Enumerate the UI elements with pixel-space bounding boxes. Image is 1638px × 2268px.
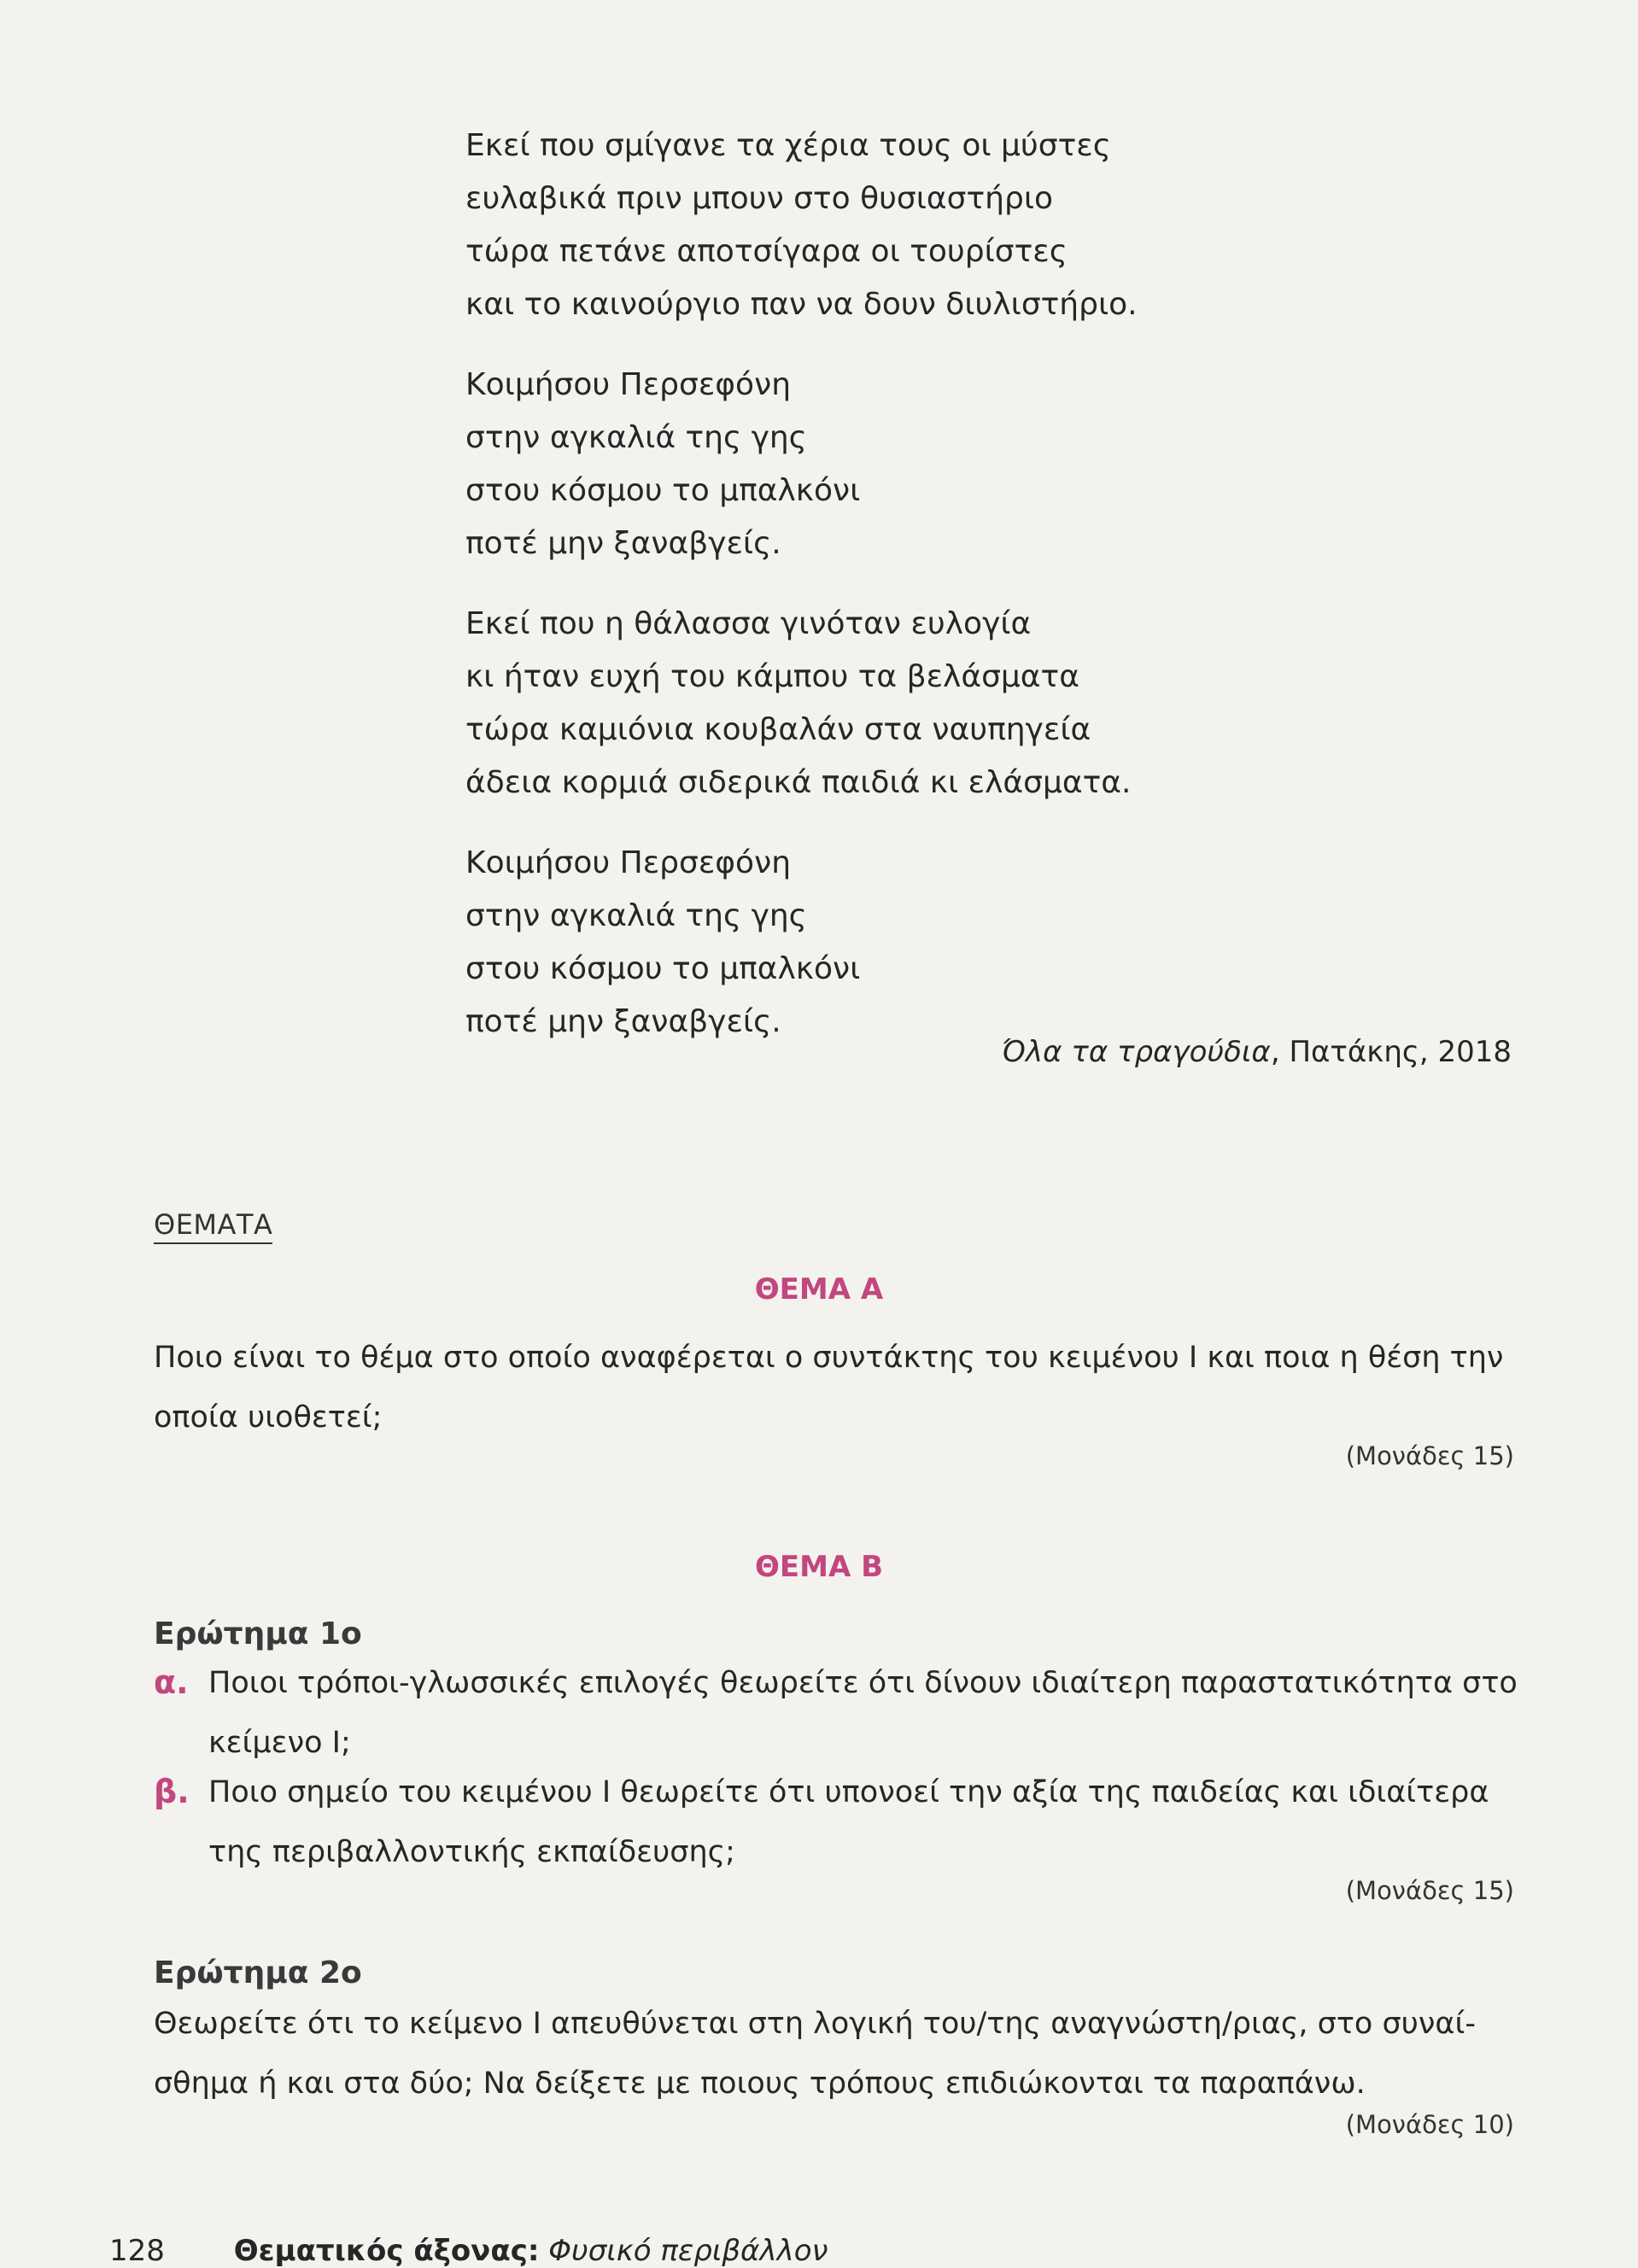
footer-topic: Φυσικό περιβάλλον (548, 2234, 828, 2268)
item-letter: α. (154, 1663, 189, 1701)
poem-line: τώρα καμιόνια κουβαλάν στα ναυπηγεία (465, 712, 1091, 747)
question-1b-text: Ποιο σημείο του κειμένου Ι θεωρείτε ότι υπονοεί την αξία της παιδείας και ιδιαίτερα της περιβαλλοντικής εκπαίδευσης; (208, 1775, 1489, 1869)
poem-line: Κοιμήσου Περσεφόνη (465, 367, 792, 402)
poem (465, 120, 1576, 1076)
question-1a-text: Ποιοι τρόποι-γλωσσικές επιλογές θεωρείτε ότι δίνουν ιδιαίτερη παραστατικότητα στο κείμενο Ι; (208, 1666, 1518, 1760)
question-2-text: Θεωρείτε ότι το κείμενο Ι απευθύνεται στη λογική του/της αναγνώστη/ριας, στο συναί-σθημα ή και στα δύο; Να δείξετε με ποιους τρόπους επιδιώκονται τα παραπάνω. (154, 2007, 1476, 2101)
poem-refrain (465, 837, 1576, 1049)
question-1-units: (Μονάδες 15) (1345, 1876, 1514, 1905)
poem-line: τώρα πετάνε αποτσίγαρα οι τουρίστες (465, 234, 1068, 269)
question-2-units: (Μονάδες 10) (1345, 2110, 1514, 2139)
question-1-heading: Ερώτημα 1ο (154, 1616, 362, 1651)
poem-line: ποτέ μην ξαναβγείς. (465, 526, 781, 561)
poem-line: στου κόσμου το μπαλκόνι (465, 951, 861, 986)
poem-line: ευλαβικά πριν μπουν στο θυσιαστήριο (465, 181, 1054, 216)
poem-stanza (465, 120, 1576, 331)
poem-line: άδεια κορμιά σιδερικά παιδιά κι ελάσματα. (465, 765, 1132, 800)
source-publisher: , Πατάκης, 2018 (1270, 1035, 1512, 1069)
section-label: ΘΕΜΑΤΑ (154, 1208, 272, 1244)
footer-axis: Θεματικός άξονας: (233, 2234, 540, 2268)
theme-a-question: Ποιο είναι το θέμα στο οποίο αναφέρεται ο συντάκτης του κειμένου Ι και ποια η θέση την οποία υιοθετεί; (154, 1341, 1504, 1435)
item-letter: β. (154, 1773, 190, 1810)
question-1a (154, 1653, 1520, 1773)
question-2-heading: Ερώτημα 2ο (154, 1955, 362, 1990)
poem-source (1001, 1035, 1512, 1069)
poem-line: στην αγκαλιά της γης (465, 898, 807, 933)
poem-line: και το καινούργιο παν να δουν διυλιστήριο. (465, 287, 1138, 322)
poem-line: στην αγκαλιά της γης (465, 420, 807, 455)
question-1b (154, 1762, 1520, 1882)
source-title: Όλα τα τραγούδια (1001, 1035, 1271, 1069)
theme-b-heading: ΘΕΜΑ Β (754, 1550, 884, 1584)
poem-refrain (465, 359, 1576, 570)
poem-line: ποτέ μην ξαναβγείς. (465, 1004, 781, 1039)
page-number: 128 (109, 2234, 165, 2268)
poem-stanza (465, 598, 1576, 810)
page-footer (109, 2234, 828, 2268)
poem-line: Κοιμήσου Περσεφόνη (465, 845, 792, 880)
poem-line: Εκεί που η θάλασσα γινόταν ευλογία (465, 606, 1032, 641)
theme-a-heading: ΘΕΜΑ Α (754, 1272, 884, 1306)
poem-line: κι ήταν ευχή του κάμπου τα βελάσματα (465, 659, 1079, 694)
theme-a-units: (Μονάδες 15) (1345, 1441, 1514, 1470)
poem-line: στου κόσμου το μπαλκόνι (465, 473, 861, 508)
poem-line: Εκεί που σμίγανε τα χέρια τους οι μύστες (465, 128, 1111, 163)
